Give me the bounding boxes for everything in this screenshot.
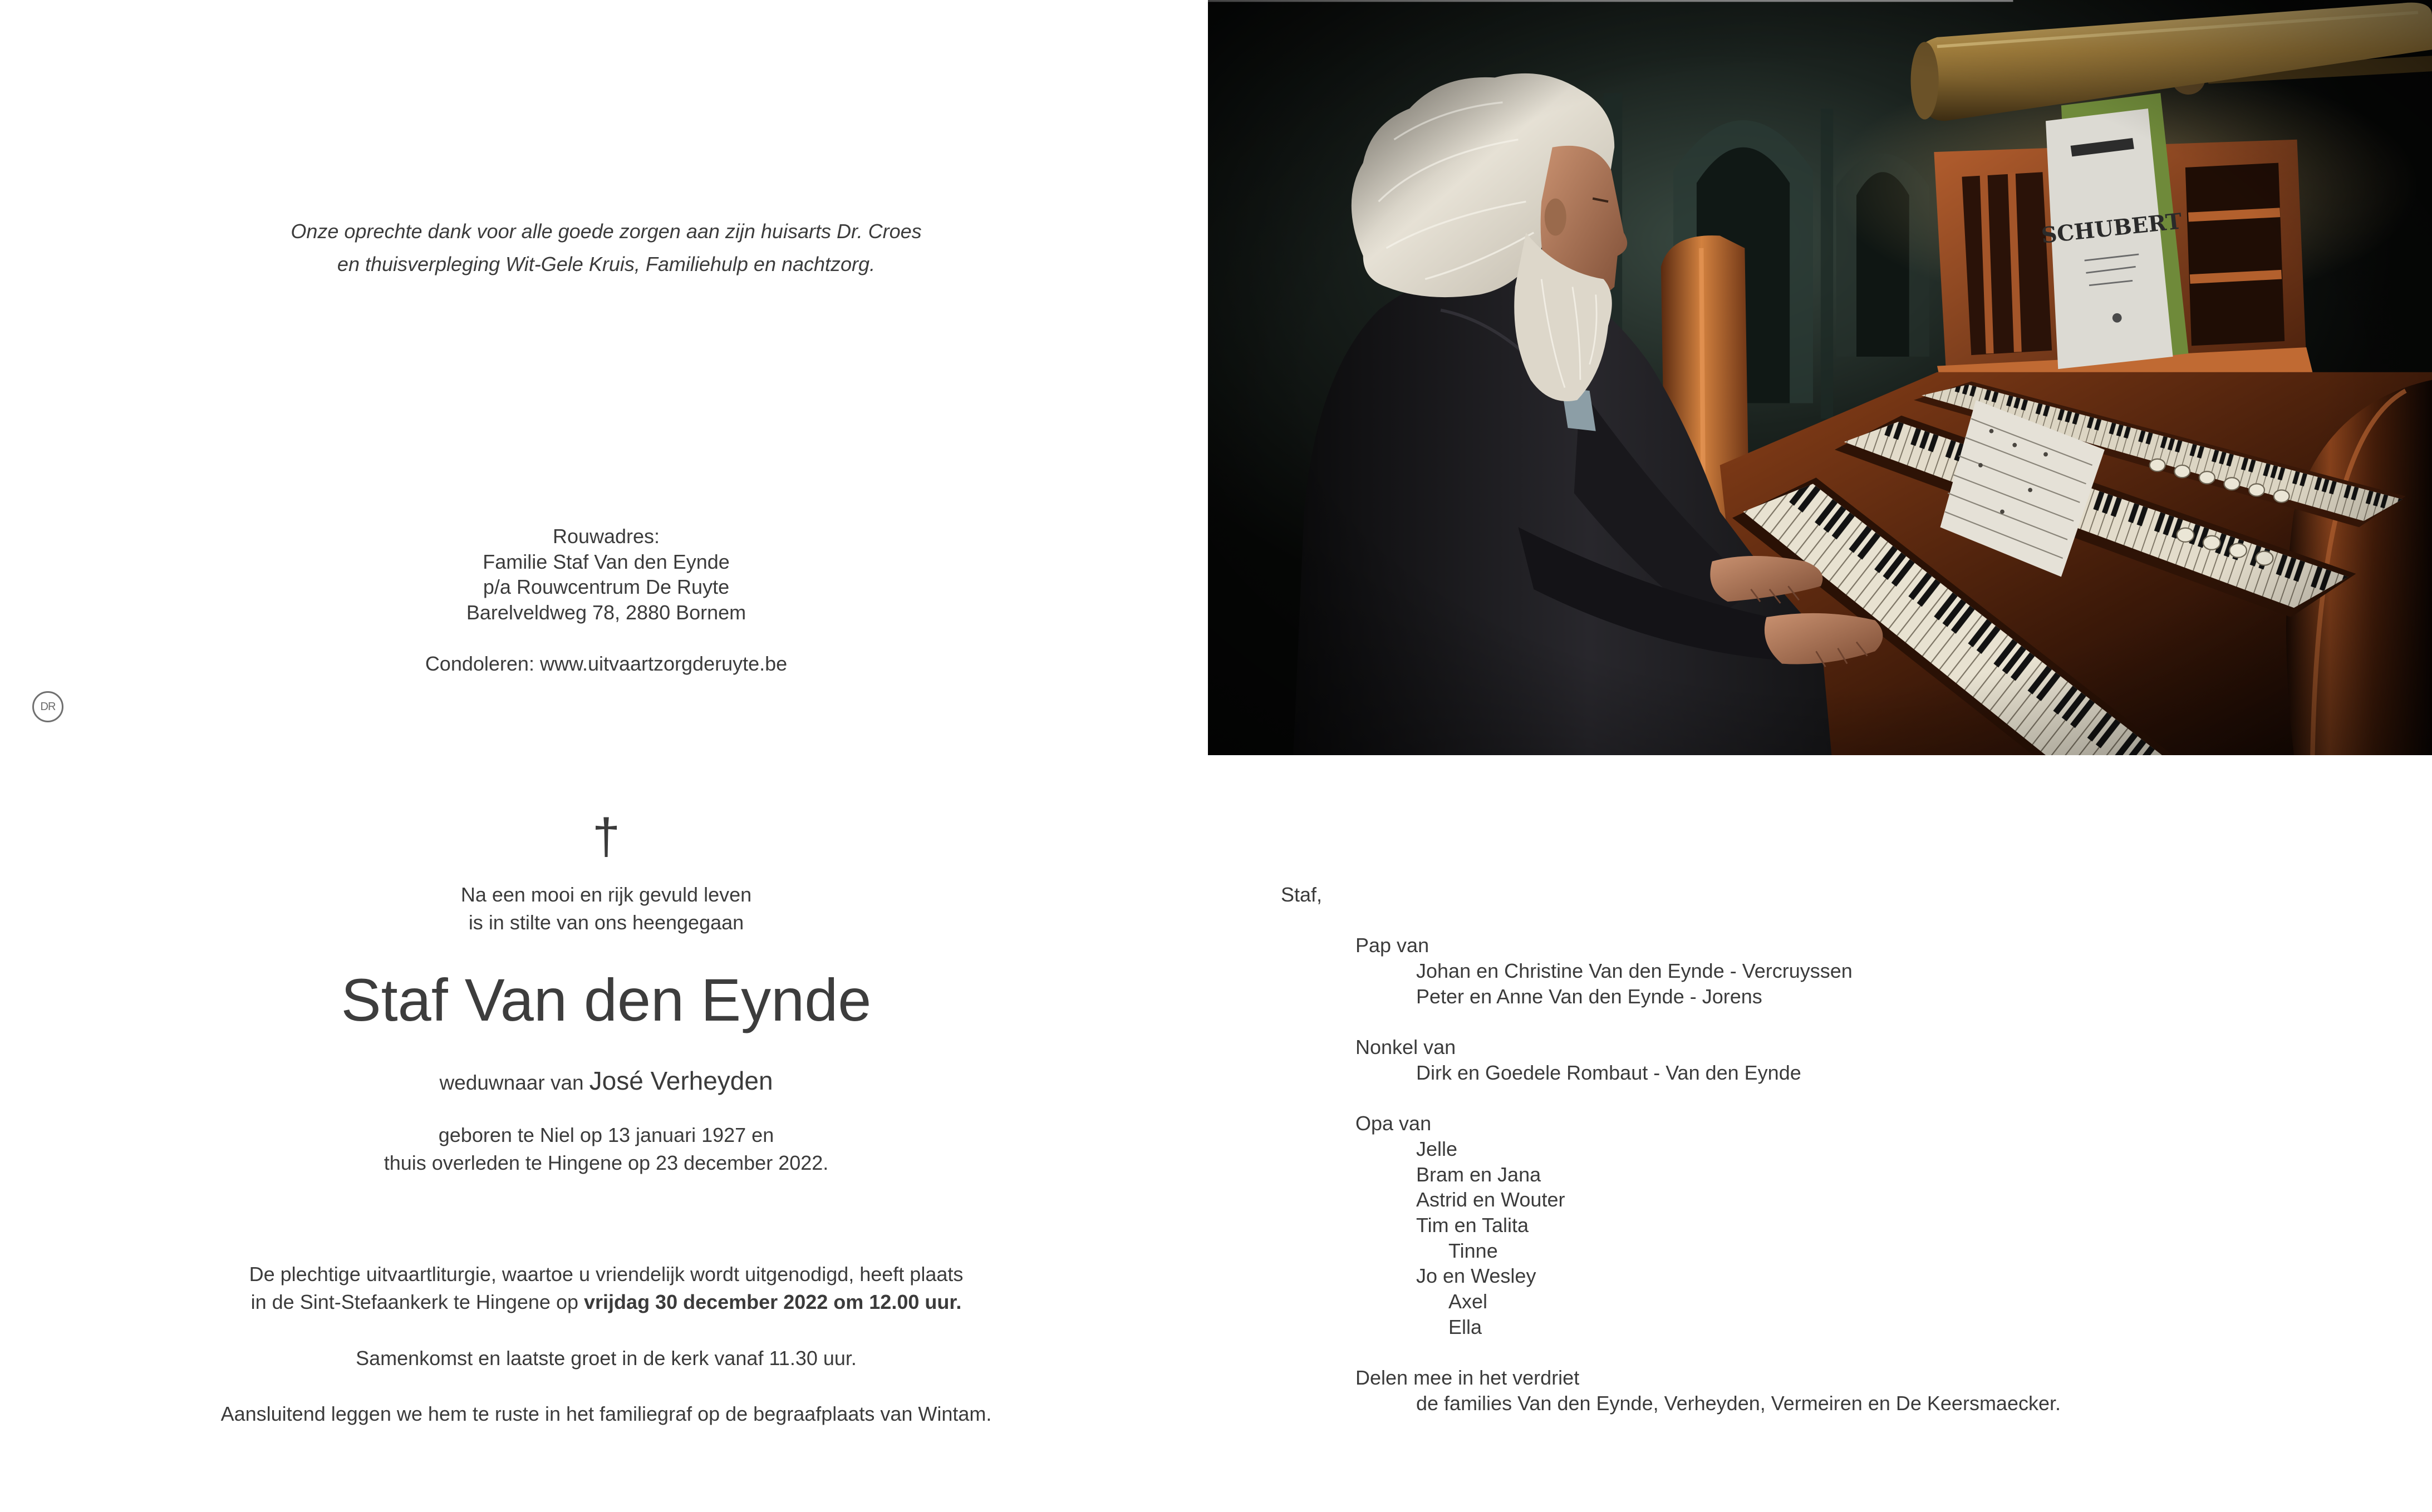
group-title-grandchildren: Opa van [1355,1112,1432,1135]
organist-photo [1208,0,2432,755]
deceased-name: Staf Van den Eynde [341,966,872,1033]
family-member: Tinne [1448,1239,1498,1262]
family-member: Dirk en Goedele Rombaut - Van den Eynde [1416,1061,1801,1084]
spacer [1281,908,2061,933]
thanks-line: en thuisverpleging Wit-Gele Kruis, Familiehulp en nachtzorg. [337,253,876,275]
spouse-line [0,1064,1212,1100]
family-member: Peter en Anne Van den Eynde - Jorens [1416,984,1762,1008]
address-line: Barelveldweg 78, 2880 Bornem [466,600,746,624]
family-member: Ella [1448,1315,1482,1338]
family-member: Jelle [1416,1137,1458,1160]
family-member: de families Van den Eynde, Verheyden, Vermeiren en De Keersmaecker. [1416,1391,2061,1415]
family-member: Astrid en Wouter [1416,1188,1565,1211]
group-title-mourners: Delen mee in het verdriet [1355,1366,1580,1390]
service-line [0,1288,1212,1316]
intro-text [0,881,1212,937]
mourning-address [0,524,1212,625]
funeral-service [0,1260,1212,1316]
group-title-children: Pap van [1355,934,1429,957]
intro-line: Na een mooi en rijk gevuld leven [460,883,752,906]
spouse-name: José Verheyden [589,1066,773,1095]
birth-line: geboren te Niel op 13 januari 1927 en [438,1124,774,1146]
funeral-home-logo [32,691,63,722]
salutation: Staf, [1281,883,1323,906]
service-datetime: vrijdag 30 december 2022 om 12.00 uur. [584,1291,962,1313]
spacer [1281,1009,2061,1035]
spacer [1281,1339,2061,1365]
family-member: Bram en Jana [1416,1163,1541,1186]
thanks-line: Onze oprechte dank voor alle goede zorgen aan zijn huisarts Dr. Croes [291,220,922,243]
family-member: Jo en Wesley [1416,1264,1536,1288]
logo-text: DR [40,700,56,713]
service-location: in de Sint-Stefaankerk te Hingene op [250,1291,578,1313]
organist-illustration [1208,0,2432,755]
service-line: De plechtige uitvaartliturgie, waartoe u vriendelijk wordt uitgenodigd, heeft plaats [249,1263,964,1286]
gathering-note: Samenkomst en laatste groet in de kerk vanaf 11.30 uur. [356,1347,857,1370]
intro-line: is in stilte van ons heengegaan [468,911,744,934]
family-member: Johan en Christine Van den Eynde - Vercruyssen [1416,959,1853,983]
family-member: Tim en Talita [1416,1213,1529,1237]
group-title-nephews: Nonkel van [1355,1036,1456,1059]
address-line: Familie Staf Van den Eynde [483,550,730,573]
address-line: p/a Rouwcentrum De Ruyte [483,575,730,598]
burial-note: Aansluitend leggen we hem te ruste in het familiegraf op de begraafplaats van Wintam. [220,1402,992,1425]
condolence-website: Condoleren: www.uitvaartzorgderuyte.be [425,652,788,675]
address-label: Rouwadres: [552,525,660,548]
family-list [1281,882,2061,1416]
family-member: Axel [1448,1290,1488,1313]
death-line: thuis overleden te Hingene op 23 december 2022. [384,1151,829,1174]
spouse-prefix: weduwnaar van [439,1071,584,1094]
spacer [1281,1086,2061,1111]
thanks-note [0,215,1212,280]
life-dates [0,1121,1212,1177]
cross-symbol: † [592,809,621,865]
